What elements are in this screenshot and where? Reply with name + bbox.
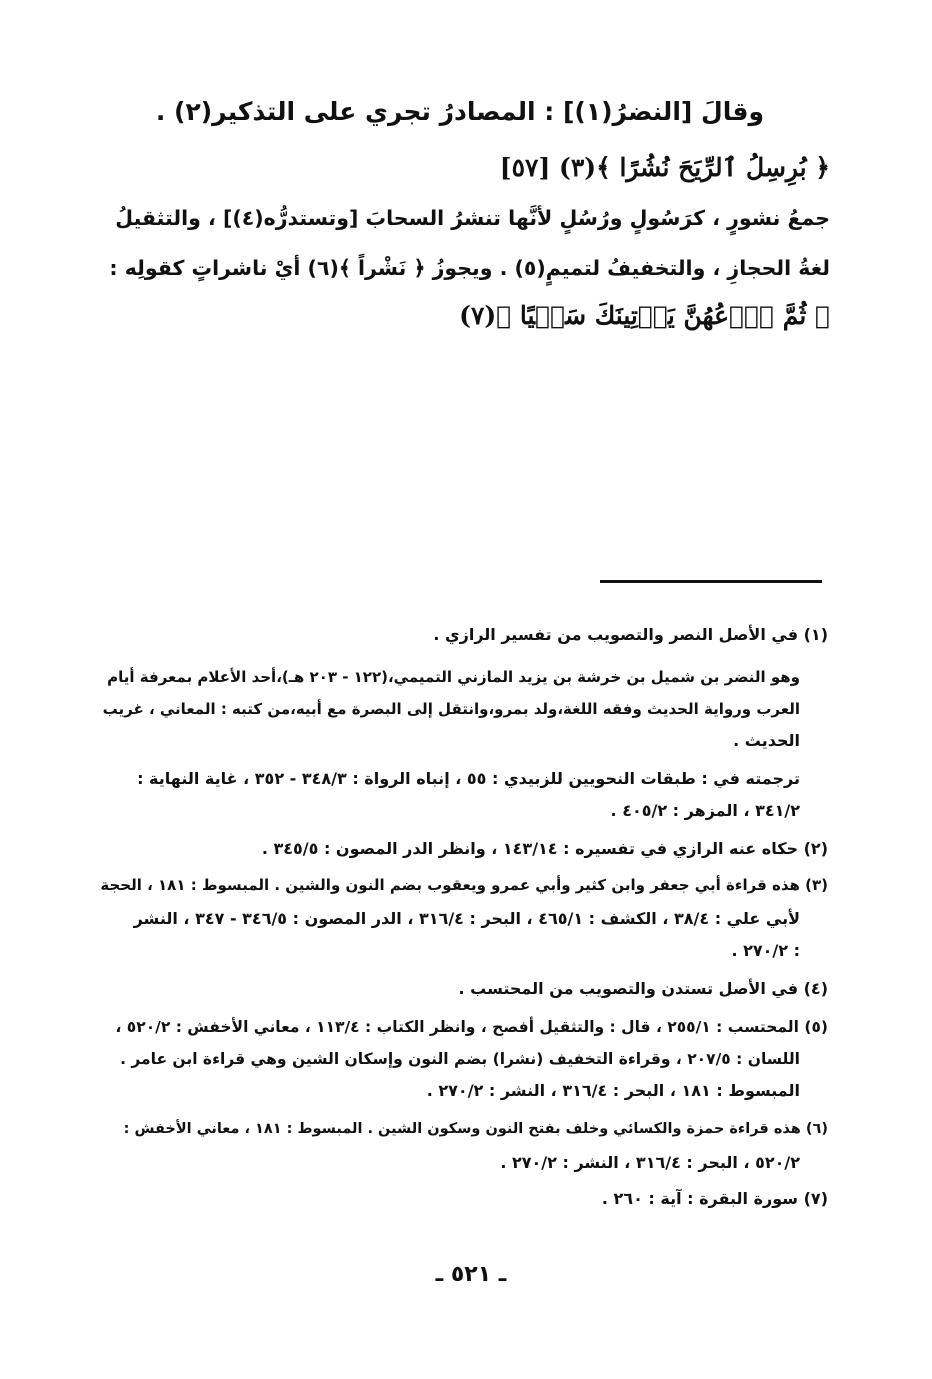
footnote-separator [600, 580, 822, 583]
footnote-5-line-2: اللسان : ٢٠٧/٥ ، وقراءة التخفيف (نشرا) بضم النون وإسكان الشين وهي قراءة ابن عامر . [120, 1050, 800, 1068]
footnote-2: (٢) حكاه عنه الرازي في تفسيره : ١٤٣/١٤ ، وانظر الدر المصون : ٣٤٥/٥ . [261, 839, 828, 858]
footnote-4: (٤) في الأصل تستدن والتصويب من المحتسب . [458, 979, 828, 998]
main-line-3: لغةُ الحجازِ ، والتخفيفُ لتميمٍ(٥) . ويجوزُ ﴿ نَشْراً ﴾(٦) أيْ ناشراتٍ كقولِه : [109, 256, 830, 280]
footnote-5-line-1: (٥) المحتسب : ٢٥٥/١ ، قال : والتثقيل أفصح ، وانظر الكتاب : ١١٣/٤ ، معاني الأخفش : ٥٢٠/٢ ، [115, 1018, 828, 1036]
footnote-6-line-1: (٦) هذه قراءة حمزة والكسائي وخلف بفتح النون وسكون الشين . المبسوط : ١٨١ ، معاني الأخفش : [123, 1121, 828, 1137]
footnote-3-line-2: لأبي علي : ٣٨/٤ ، الكشف : ٤٦٥/١ ، البحر : ٣١٦/٤ ، الدر المصون : ٣٤٦/٥ - ٣٤٧ ، النشر [133, 909, 800, 928]
footnote-6-line-2: ٥٢٠/٢ ، البحر : ٣١٦/٤ ، النشر : ٢٧٠/٢ . [500, 1153, 800, 1172]
verse-line-1: ﴿ بُرِسِلُ ٱلرِّيَحَ نُشُرًا ﴾(٣) [٥٧] [499, 153, 830, 182]
footnote-5-line-3: المبسوط : ١٨١ ، البحر : ٣١٦/٤ ، النشر : ٢٧٠/٢ . [426, 1081, 800, 1100]
footnote-7: (٧) سورة البقرة : آية : ٢٦٠ . [601, 1189, 828, 1208]
footnote-1-line-3: العرب ورواية الحديث وفقه اللغة،ولد بمرو،وانتقل إلى البصرة مع أبيه،من كتبه : المعاني ، غريب [102, 700, 800, 718]
verse-line-2: ﴿ ثُمَّ ٱدۡعُهُنَّ يَأۡتِينَكَ سَعۡيًا ﴾(٧) [459, 301, 830, 330]
main-line-2: جمعُ نشورٍ ، كرَسُولٍ ورُسُلٍ لأنَّها تنشرُ السحابَ [وتستدرُّه(٤)] ، والتثقيلُ [115, 206, 830, 230]
footnote-1-line-1: (١) في الأصل النصر والتصويب من تفسير الرازي . [433, 625, 828, 644]
page-number: ـ ٥٢١ ـ [435, 1262, 507, 1287]
footnote-1-line-5: ترجمته في : طبقات النحويين للزبيدي : ٥٥ ، إنباه الرواة : ٣٤٨/٣ - ٣٥٢ ، غاية النهاية : [137, 769, 800, 788]
footnote-1-line-4: الحديث . [733, 731, 800, 750]
main-line-1: وقالَ [النضرُ(١)] : المصادرُ تجري على التذكير(٢) . [155, 97, 764, 126]
footnote-1-line-2: وهو النضر بن شميل بن خرشة بن يزيد المازني التميمي،(١٢٢ - ٢٠٣ هـ)،أحد الأعلام بمعرفة أيام [107, 668, 800, 686]
footnote-1-line-6: ٣٤١/٢ ، المزهر : ٤٠٥/٢ . [610, 801, 800, 820]
footnote-3-line-3: : ٢٧٠/٢ . [731, 941, 800, 960]
footnote-3-line-1: (٣) هذه قراءة أبي جعفر وابن كثير وأبي عمرو ويعقوب بضم النون والشين . المبسوط : ١٨١ ، الحجة [100, 876, 828, 894]
